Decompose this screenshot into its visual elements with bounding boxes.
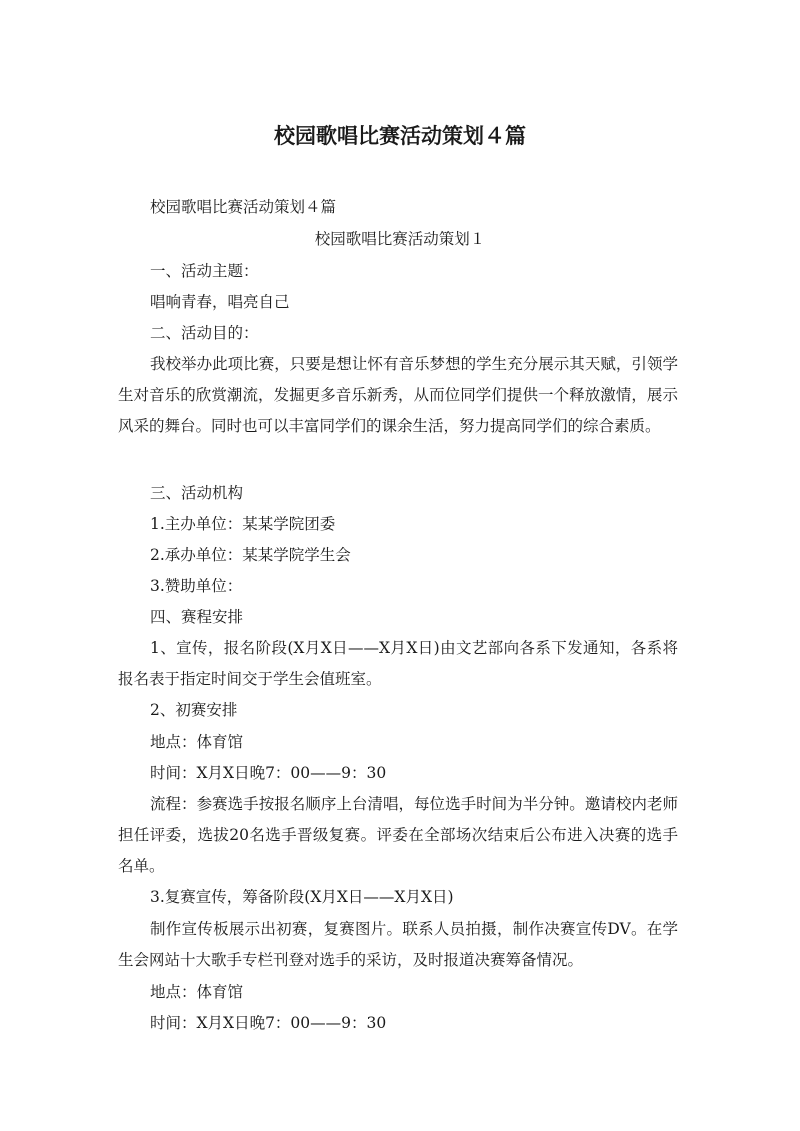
sponsor-line: 3.赞助单位： — [150, 577, 243, 595]
theme-text: 唱响青春，唱亮自己 — [150, 293, 290, 311]
heading-theme: 一、活动主题： — [150, 262, 259, 280]
document-title: 校园歌唱比赛活动策划４篇 — [274, 124, 526, 148]
semifinal-heading: 3.复赛宣传，筹备阶段(X月X日——X月X日) — [150, 888, 454, 906]
organizer-line: 1.主办单位：某某学院团委 — [150, 515, 336, 533]
publicity-paragraph: 1、宣传，报名阶段(X月X日——X月X日)由文艺部向各系下发通知，各系将报名表于指定时间交于学生会值班室。 — [118, 639, 678, 688]
preliminary-process: 流程：参赛选手按报名顺序上台清唱，每位选手时间为半分钟。邀请校内老师担任评委，选拔20名选手晋级复赛。评委在全部场次结束后公布进入决赛的选手名单。 — [118, 795, 678, 875]
semifinal-paragraph: 制作宣传板展示出初赛，复赛图片。联系人员拍摄，制作决赛宣传DV。在学生会网站十大歌手专栏刊登对选手的采访，及时报道决赛筹备情况。 — [118, 920, 678, 969]
purpose-paragraph: 我校举办此项比赛，只要是想让怀有音乐梦想的学生充分展示其天赋，引领学生对音乐的欣赏潮流，发掘更多音乐新秀，从而位同学们提供一个释放激情，展示风采的舞台。同时也可以丰富同学们的课余生活，努力提高同学们的综合素质。 — [118, 355, 678, 435]
intro-line: 校园歌唱比赛活动策划４篇 — [150, 198, 337, 216]
heading-schedule: 四、赛程安排 — [150, 608, 244, 626]
heading-organization: 三、活动机构 — [150, 484, 244, 502]
section-heading: 校园歌唱比赛活动策划１ — [314, 230, 486, 248]
semifinal-time: 时间：X月X日晚7：00——9：30 — [150, 1014, 387, 1032]
preliminary-heading: 2、初赛安排 — [150, 701, 238, 719]
semifinal-location: 地点：体育馆 — [150, 983, 244, 1001]
preliminary-location: 地点：体育馆 — [150, 733, 244, 751]
preliminary-time: 时间：X月X日晚7：00——9：30 — [150, 764, 387, 782]
heading-purpose: 二、活动目的： — [150, 324, 259, 342]
undertaker-line: 2.承办单位：某某学院学生会 — [150, 546, 351, 564]
